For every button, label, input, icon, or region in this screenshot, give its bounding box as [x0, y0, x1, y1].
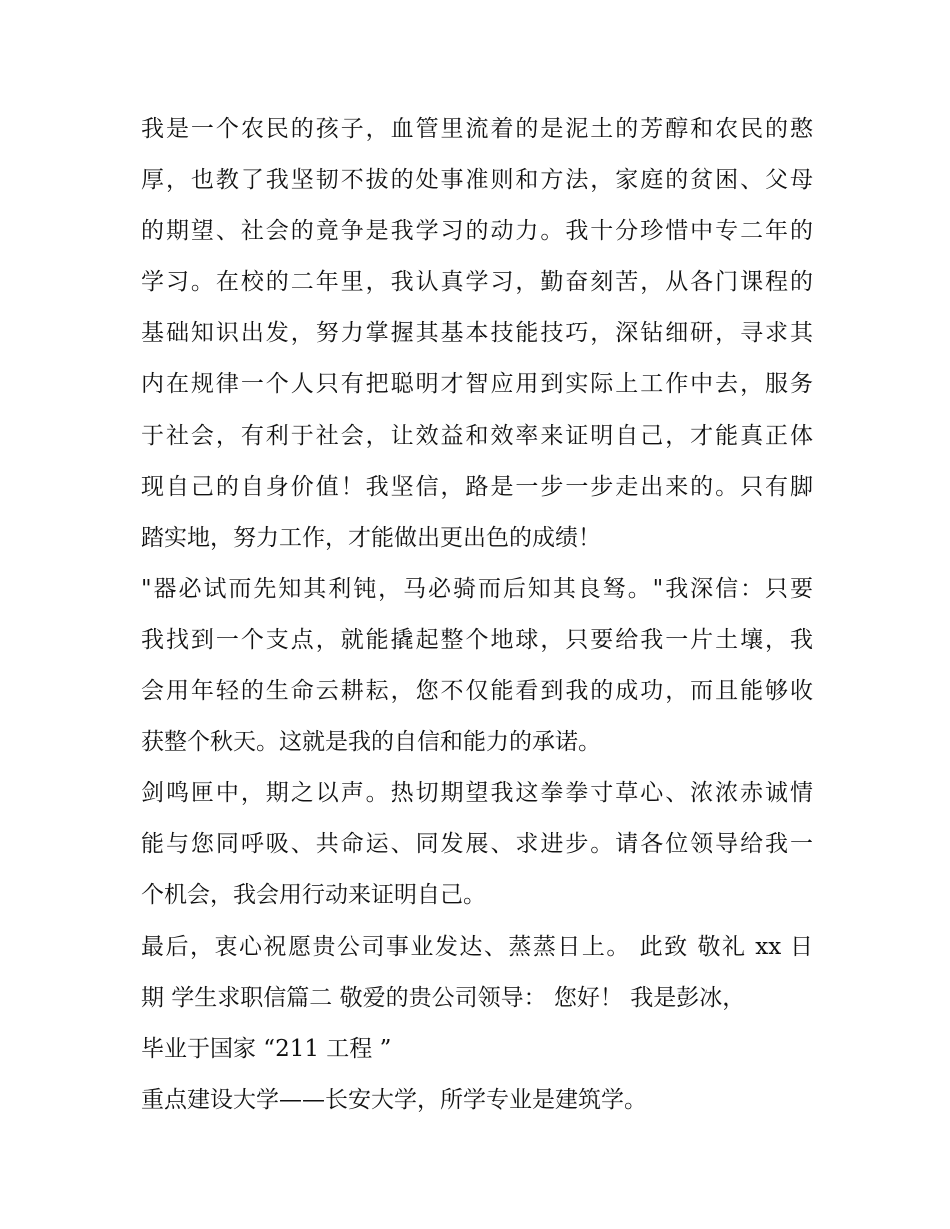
text-line: 学习。在校的二年里，我认真学习，勤奋刻苦，从各门课程的 [141, 269, 813, 296]
text-line: 基础知识出发，努力掌握其基本技能技巧，深钻细研，寻求其 [141, 320, 813, 347]
text-line: 厚，也教了我坚韧不拔的处事准则和方法，家庭的贫困、父母 [141, 167, 813, 194]
text-line: 踏实地，努力工作，才能做出更出色的成绩！ [141, 524, 601, 551]
text-line: "器必试而先知其利钝，马必骑而后知其良驽。"我深信：只要 [141, 575, 813, 602]
text-line: 内在规律一个人只有把聪明才智应用到实际上工作中去，服务 [141, 371, 813, 398]
text-line: 最后，衷心祝愿贵公司事业发达、蒸蒸日上。 此致 敬礼 xx 日 [141, 933, 813, 960]
text-line: 能与您同呼吸、共命运、同发展、求进步。请各位领导给我一 [141, 831, 813, 858]
text-line: 毕业于国家 “211 工程 ” [141, 1035, 392, 1062]
text-line: 的期望、社会的竟争是我学习的动力。我十分珍惜中专二年的 [141, 218, 813, 245]
letter-body [141, 104, 813, 1126]
text-line: 重点建设大学——长安大学，所学专业是建筑学。 [141, 1086, 647, 1113]
text-line: 于社会，有利于社会，让效益和效率来证明自己，才能真正体 [141, 422, 813, 449]
text-line: 期 学生求职信篇二 敬爱的贵公司领导： 您好！ 我是彭冰， [141, 984, 746, 1011]
text-line: 我找到一个支点，就能撬起整个地球，只要给我一片土壤，我 [141, 626, 813, 653]
text-line: 我是一个农民的孩子，血管里流着的是泥土的芳醇和农民的憨 [141, 116, 813, 142]
text-line: 现自己的自身价值！我坚信，路是一步一步走出来的。只有脚 [141, 473, 813, 500]
text-line: 获整个秋天。这就是我的自信和能力的承诺。 [141, 729, 601, 756]
text-line: 会用年轻的生命云耕耘，您不仅能看到我的成功，而且能够收 [141, 678, 813, 705]
text-line: 个机会，我会用行动来证明自己。 [141, 882, 486, 909]
text-line: 剑鸣匣中，期之以声。热切期望我这拳拳寸草心、浓浓赤诚情 [141, 780, 813, 807]
